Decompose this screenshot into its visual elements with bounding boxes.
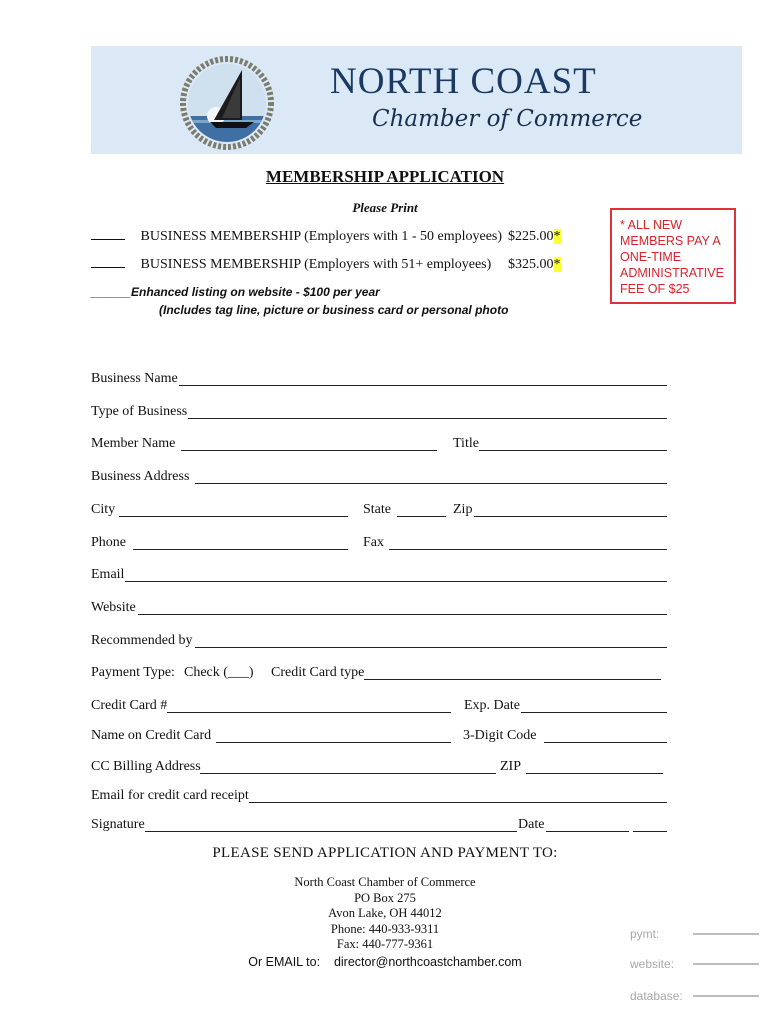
membership-option-2[interactable] bbox=[91, 257, 571, 273]
address-po-box: PO Box 275 bbox=[354, 890, 416, 905]
business-address-label: Business Address bbox=[91, 469, 190, 484]
phone-fax-row bbox=[91, 534, 667, 552]
phone-label: Phone bbox=[91, 535, 126, 550]
payment-type-label: Payment Type: bbox=[91, 665, 175, 680]
brand-name: NORTH COAST bbox=[330, 61, 597, 102]
cc-billing-address-label: CC Billing Address bbox=[91, 759, 201, 774]
fax-label: Fax bbox=[363, 535, 384, 550]
credit-card-number-label: Credit Card # bbox=[91, 698, 168, 713]
credit-card-row bbox=[91, 697, 667, 715]
contact-email-link[interactable]: director@northcoastchamber.com bbox=[333, 955, 522, 969]
payment-type-row bbox=[91, 664, 667, 682]
cc-billing-row bbox=[91, 758, 667, 776]
membership-2-asterisk: * bbox=[553, 257, 561, 272]
credit-card-type-field[interactable] bbox=[364, 679, 661, 680]
admin-fee-text: * ALL NEW MEMBERS PAY A ONE-TIME ADMINISTRATIVE FEE OF $25 bbox=[620, 218, 724, 296]
date-label: Date bbox=[518, 817, 545, 832]
zip-field[interactable] bbox=[474, 516, 667, 517]
email-field[interactable] bbox=[125, 581, 667, 582]
business-name-row bbox=[91, 370, 667, 388]
email-receipt-field[interactable] bbox=[249, 802, 667, 803]
credit-card-type-label: Credit Card type bbox=[271, 665, 365, 680]
name-on-card-label: Name on Credit Card bbox=[91, 728, 212, 743]
email-receipt-label: Email for credit card receipt bbox=[91, 788, 249, 803]
phone-field[interactable] bbox=[133, 549, 348, 550]
member-name-label: Member Name bbox=[91, 436, 176, 451]
membership-1-price: $225.00 bbox=[508, 229, 554, 244]
address-city: Avon Lake, OH 44012 bbox=[328, 906, 442, 920]
state-field[interactable] bbox=[397, 516, 446, 517]
address-fax: Fax: 440-777-9361 bbox=[336, 937, 434, 951]
enhanced-listing-note: (Includes tag line, picture or business card or personal photo bbox=[159, 303, 509, 317]
office-website-line bbox=[693, 963, 759, 965]
recommended-by-row bbox=[91, 632, 667, 650]
address-phone: Phone: 440-933-9311 bbox=[330, 921, 440, 936]
exp-date-label: Exp. Date bbox=[464, 698, 520, 713]
email-row bbox=[91, 566, 667, 584]
city-state-zip-row bbox=[91, 501, 667, 519]
signature-label: Signature bbox=[91, 817, 145, 832]
business-name-label: Business Name bbox=[91, 371, 178, 386]
date-extra-field[interactable] bbox=[633, 831, 667, 832]
office-website-label: website: bbox=[630, 957, 675, 971]
member-name-field[interactable] bbox=[181, 450, 437, 451]
date-field[interactable] bbox=[546, 831, 629, 832]
admin-fee-notice bbox=[610, 208, 736, 304]
membership-1-label: BUSINESS MEMBERSHIP (Employers with 1 - 50 employees) bbox=[140, 229, 503, 244]
cc-billing-address-field[interactable] bbox=[200, 773, 496, 774]
check-option[interactable]: Check (___) bbox=[184, 665, 254, 680]
send-heading: PLEASE SEND APPLICATION AND PAYMENT TO: bbox=[212, 845, 558, 861]
recommended-by-field[interactable] bbox=[195, 647, 667, 648]
title-label: Title bbox=[453, 436, 479, 451]
signature-row bbox=[91, 816, 667, 834]
form-title: MEMBERSHIP APPLICATION bbox=[265, 167, 505, 186]
office-database-line bbox=[693, 995, 759, 997]
state-label: State bbox=[363, 502, 391, 517]
office-pymt-label: pymt: bbox=[630, 927, 660, 941]
credit-card-number-field[interactable] bbox=[167, 712, 451, 713]
name-on-card-field[interactable] bbox=[216, 742, 451, 743]
website-row bbox=[91, 599, 667, 617]
membership-2-blank[interactable] bbox=[91, 257, 125, 268]
exp-date-field[interactable] bbox=[521, 712, 667, 713]
business-name-field[interactable] bbox=[179, 385, 667, 386]
email-label: Email bbox=[91, 567, 125, 582]
city-label: City bbox=[91, 502, 116, 517]
email-prefix: Or EMAIL to: bbox=[248, 955, 321, 969]
cc-zip-label: ZIP bbox=[500, 759, 521, 774]
type-of-business-label: Type of Business bbox=[91, 404, 188, 419]
name-on-card-row bbox=[91, 727, 667, 745]
zip-label: Zip bbox=[453, 502, 473, 517]
website-field[interactable] bbox=[138, 614, 667, 615]
membership-2-price: $325.00 bbox=[508, 257, 554, 272]
enhanced-listing-option[interactable]: ______Enhanced listing on website - $100 per year bbox=[91, 285, 380, 299]
signature-field[interactable] bbox=[145, 831, 517, 832]
type-of-business-field[interactable] bbox=[188, 418, 667, 419]
business-address-row bbox=[91, 468, 667, 486]
member-name-row bbox=[91, 435, 667, 453]
three-digit-code-field[interactable] bbox=[544, 742, 667, 743]
brand-subtitle: Chamber of Commerce bbox=[372, 106, 643, 132]
membership-1-blank[interactable] bbox=[91, 229, 125, 240]
title-field[interactable] bbox=[479, 450, 667, 451]
city-field[interactable] bbox=[119, 516, 348, 517]
business-address-field[interactable] bbox=[195, 483, 667, 484]
email-receipt-row bbox=[91, 787, 667, 805]
sailboat-logo-icon bbox=[180, 56, 274, 150]
cc-zip-field[interactable] bbox=[526, 773, 663, 774]
website-label: Website bbox=[91, 600, 136, 615]
type-of-business-row bbox=[91, 403, 667, 421]
office-pymt-line bbox=[693, 933, 759, 935]
membership-option-1[interactable] bbox=[91, 229, 571, 245]
recommended-by-label: Recommended by bbox=[91, 633, 193, 648]
membership-2-label: BUSINESS MEMBERSHIP (Employers with 51+ employees) bbox=[140, 257, 492, 272]
three-digit-code-label: 3-Digit Code bbox=[463, 728, 537, 743]
office-database-label: database: bbox=[630, 989, 683, 1003]
fax-field[interactable] bbox=[389, 549, 667, 550]
membership-1-asterisk: * bbox=[553, 229, 561, 244]
please-print-note: Please Print bbox=[352, 200, 418, 215]
address-org: North Coast Chamber of Commerce bbox=[294, 875, 476, 889]
